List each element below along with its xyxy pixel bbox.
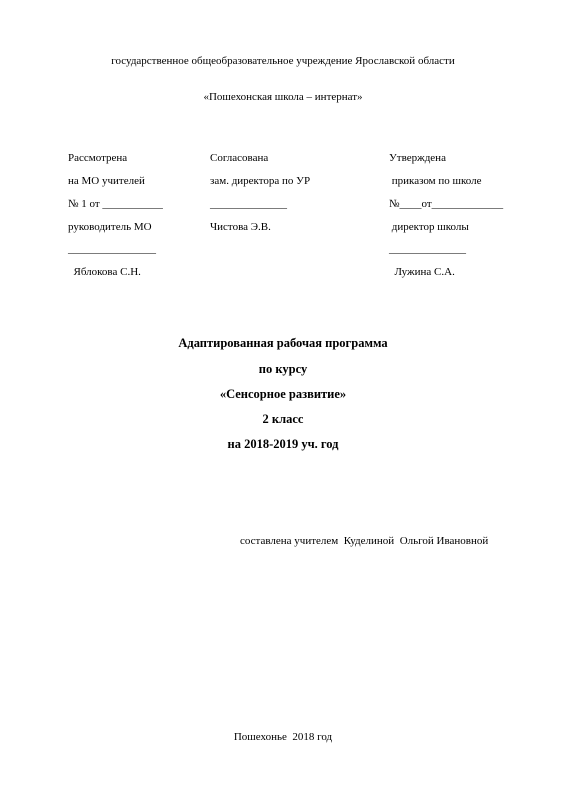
program-course-name: «Сенсорное развитие»	[219, 387, 347, 401]
reviewed-signature-line: ________________	[68, 243, 156, 255]
reviewed-head-title: руководитель МО	[68, 221, 152, 233]
approved-director-title: директор школы	[389, 221, 469, 233]
agreed-signature-line: ______________	[210, 198, 287, 210]
reviewed-protocol-number: № 1 от ___________	[68, 198, 163, 210]
approved-signature-line: ______________	[389, 243, 466, 255]
program-grade: 2 класс	[262, 412, 304, 426]
agreed-deputy-name: Чистова Э.В.	[210, 221, 271, 233]
approved-director-name: Лужина С.А.	[389, 266, 455, 278]
institution-name: государственное общеобразовательное учреждение Ярославской области	[111, 55, 455, 67]
program-course-prefix: по курсу	[258, 362, 308, 376]
program-school-year: на 2018-2019 уч. год	[227, 437, 339, 451]
approved-label: Утверждена	[389, 152, 446, 164]
approved-by-order: приказом по школе	[389, 175, 482, 187]
reviewed-label: Рассмотрена	[68, 152, 128, 164]
agreed-label: Согласована	[210, 152, 269, 164]
program-title: Адаптированная рабочая программа	[178, 336, 388, 350]
agreed-deputy-title: зам. директора по УР	[210, 175, 311, 187]
school-name: «Пошехонская школа – интернат»	[203, 91, 363, 103]
reviewed-head-name: Яблокова С.Н.	[68, 266, 141, 278]
approved-order-number: №____от_____________	[389, 198, 504, 210]
footer-place-year: Пошехонье 2018 год	[233, 731, 333, 743]
author-line: составлена учителем Куделиной Ольгой Ивановной	[240, 535, 489, 547]
reviewed-by-mo: на МО учителей	[68, 175, 145, 187]
